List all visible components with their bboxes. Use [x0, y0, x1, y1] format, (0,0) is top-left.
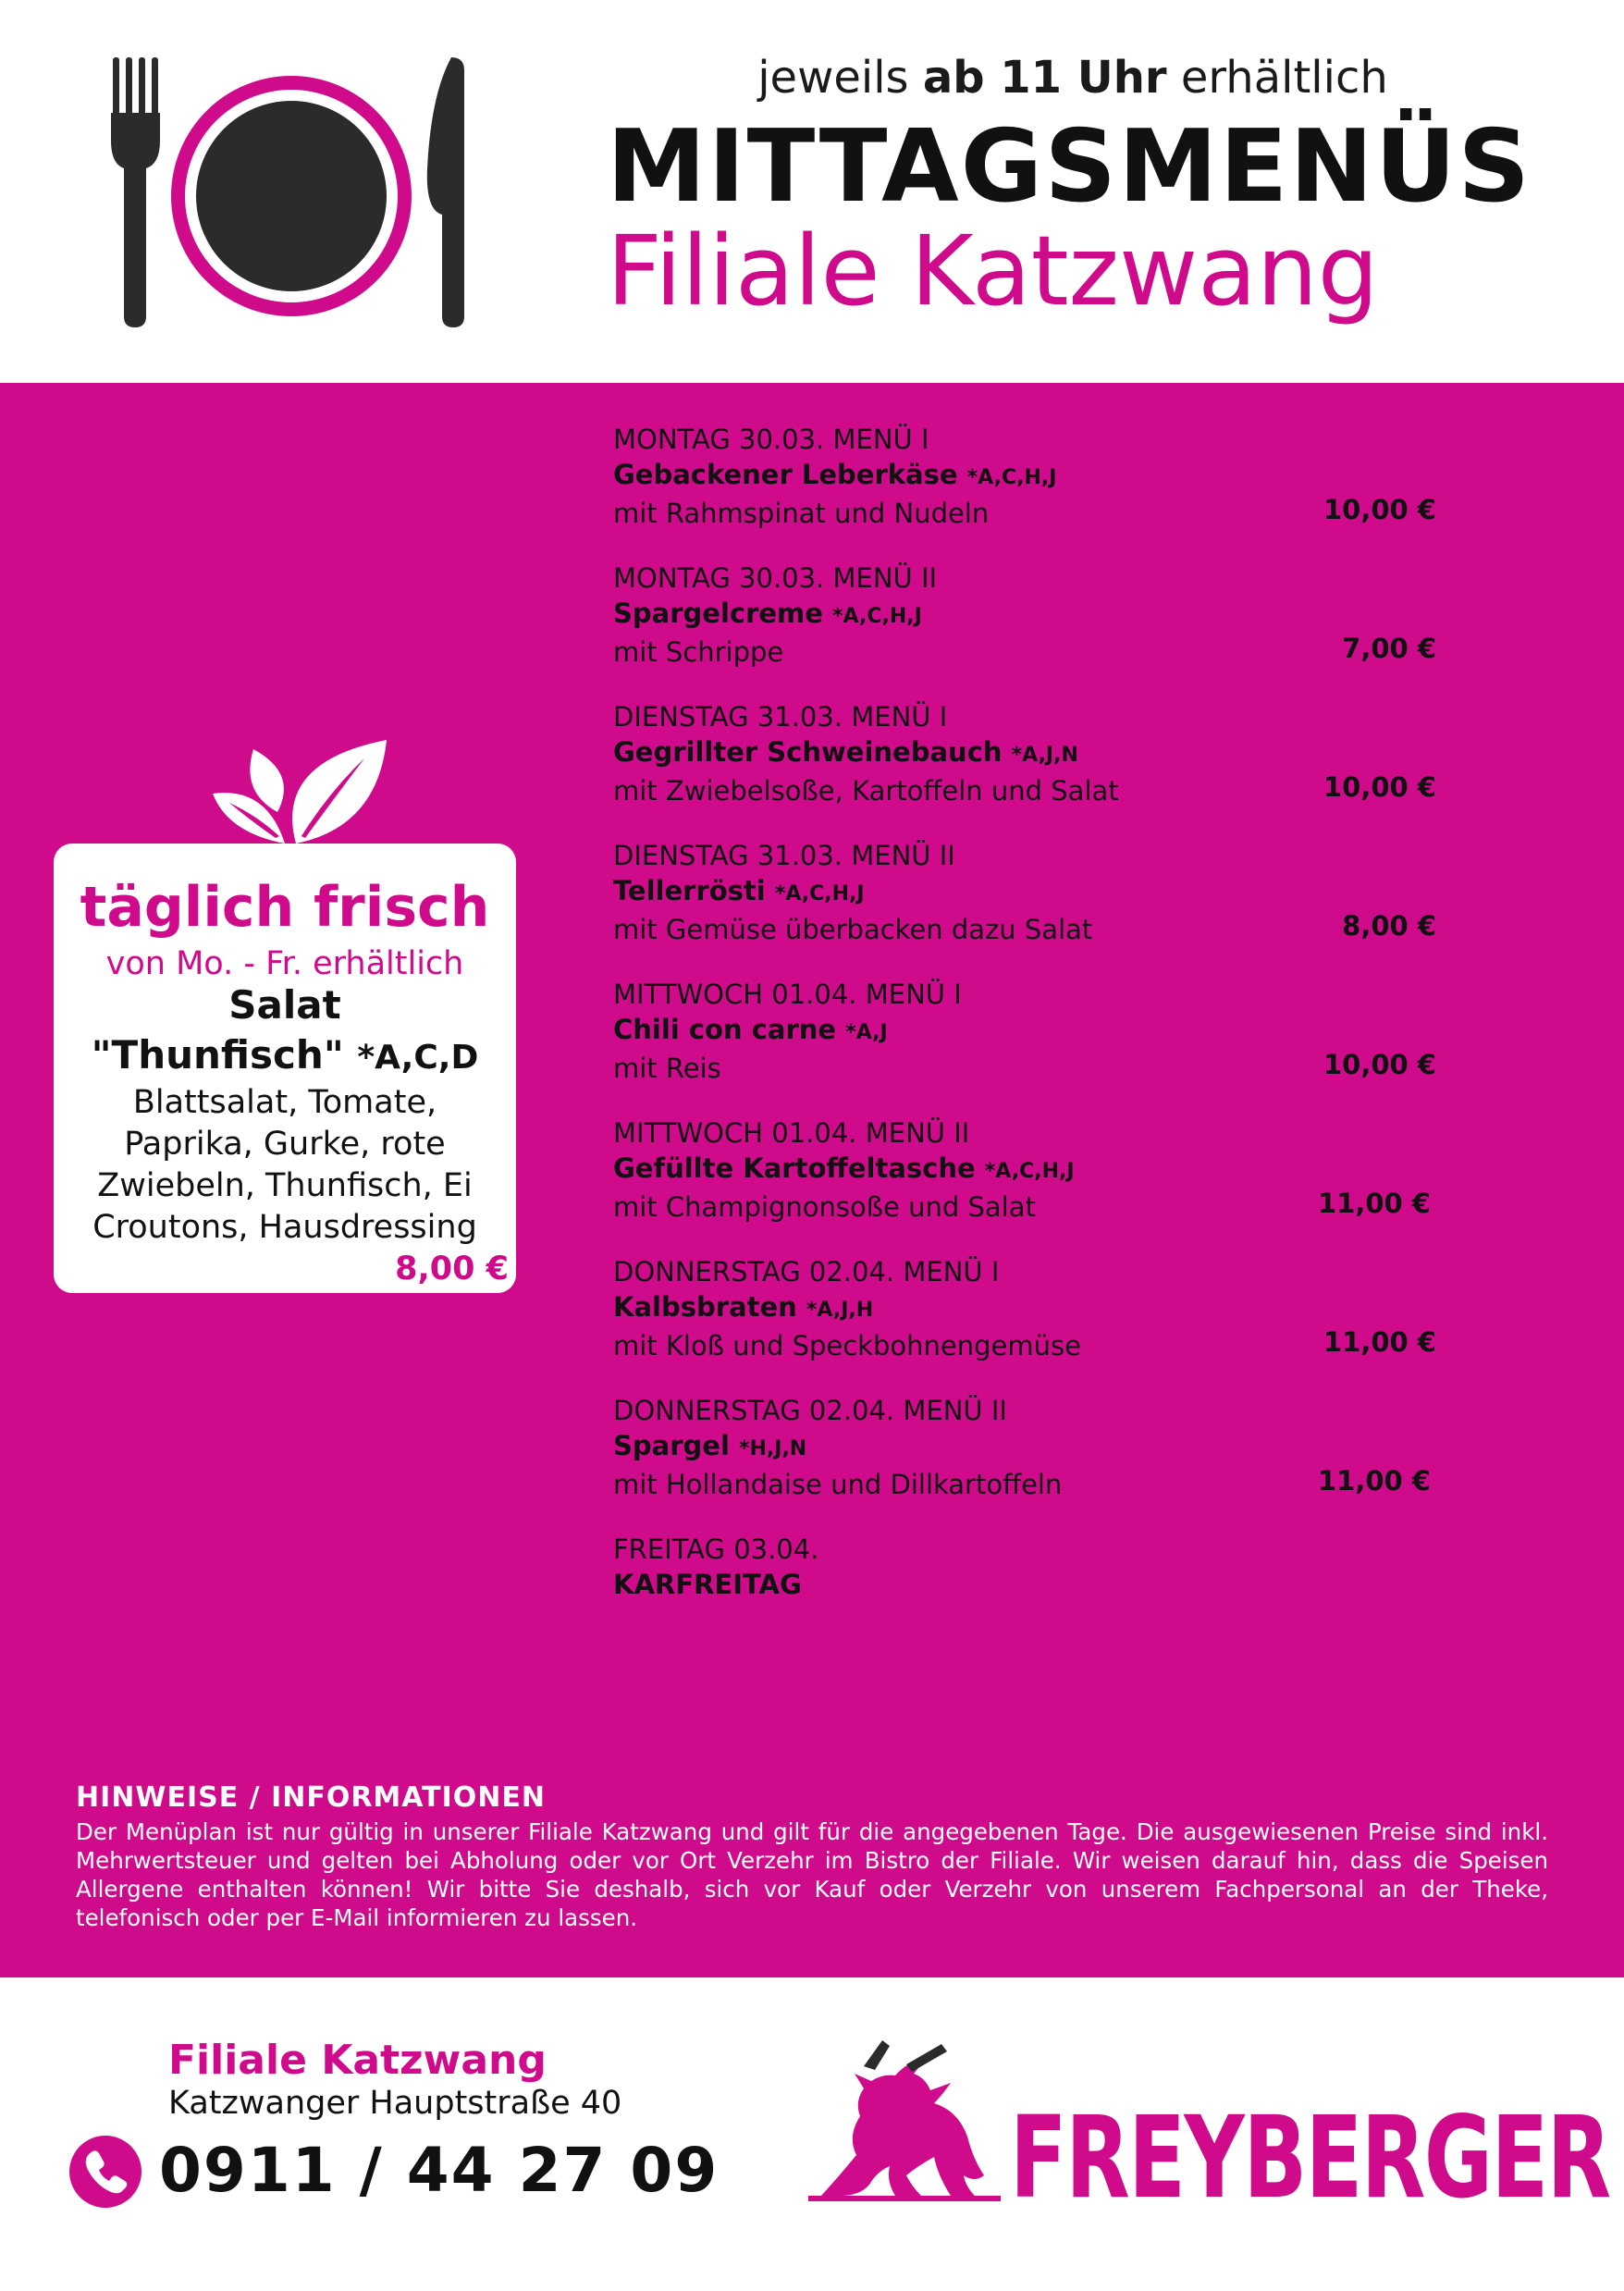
menu-day: DONNERSTAG 02.04. MENÜ I — [613, 1256, 1000, 1287]
menu-side: mit Hollandaise und Dillkartoffeln — [613, 1469, 1063, 1500]
menu-price: 10,00 € — [1323, 771, 1436, 803]
menu-day: DIENSTAG 31.03. MENÜ II — [613, 840, 955, 871]
menu-dish — [613, 1428, 1431, 1467]
availability-line — [610, 52, 1535, 104]
menu-side: mit Champignonsoße und Salat — [613, 1191, 1036, 1223]
menu-dish — [613, 1012, 1436, 1051]
menu-price: 10,00 € — [1323, 494, 1436, 525]
menu-side: mit Schrippe — [613, 636, 784, 668]
menu-side: mit Rahmspinat und Nudeln — [613, 498, 990, 529]
phone-icon — [68, 2135, 142, 2209]
dish-allergens: *A,J — [845, 1021, 888, 1044]
menu-dish — [613, 873, 1436, 912]
dish-name: Gebackener Leberkäse — [613, 459, 967, 490]
menu-item — [613, 838, 1436, 943]
menu-side: mit Zwiebelsoße, Kartoffeln und Salat — [613, 775, 1119, 807]
notes-title: HINWEISE / INFORMATIONEN — [76, 1781, 547, 1814]
dish-name: Chili con carne — [613, 1014, 846, 1045]
salad-description: Blattsalat, Tomate, Paprika, Gurke, rote Zwiebeln, Thunfisch, Ei Croutons, Hausdressing — [92, 1084, 477, 1246]
menu-item — [613, 1254, 1436, 1360]
salad-name: "Thunfisch" — [91, 1032, 358, 1078]
menu-item — [613, 1115, 1431, 1221]
menu-item — [613, 1532, 1436, 1602]
menu-price: 11,00 € — [1323, 1326, 1436, 1358]
branch-title: Filiale Katzwang — [607, 215, 1379, 327]
menu-side: mit Reis — [613, 1053, 721, 1084]
menu-item — [613, 422, 1436, 527]
notes-body: Der Menüplan ist nur gültig in unserer Filiale Katzwang und gilt für die angegebenen Tage. Die ausgewiesenen Preise sind inkl. Mehrwertsteuer und gelten bei Abholung oder vor Ort Verzehr im Bistro der Filiale. Wir weisen darauf hin, dass die Speisen Allergene enthalten können! Wir bitte Sie deshalb, sich vor Kauf oder Verzehr von unserem Fachpersonal an der Theke, telefonisch oder per E-Mail informieren zu lassen. — [76, 1818, 1548, 1931]
dish-allergens: *A,J,N — [1011, 744, 1078, 767]
menu-day: FREITAG 03.04. — [613, 1533, 819, 1565]
menu-day: MONTAG 30.03. MENÜ II — [613, 562, 938, 594]
phone-number[interactable]: 0911 / 44 27 09 — [159, 2135, 720, 2206]
menu-day: DIENSTAG 31.03. MENÜ I — [613, 701, 948, 733]
dish-name: Gegrillter Schweinebauch — [613, 736, 1012, 768]
menu-day: MITTWOCH 01.04. MENÜ I — [613, 979, 962, 1010]
menu-price: 7,00 € — [1342, 633, 1436, 664]
dish-allergens: *A,C,H,J — [832, 605, 922, 628]
brand-wordmark: FREYBERGER — [1010, 2092, 1610, 2223]
menu-item — [613, 699, 1436, 805]
menu-price: 10,00 € — [1323, 1049, 1436, 1080]
menu-dish — [613, 596, 1436, 634]
dish-name: Gefüllte Kartoffeltasche — [613, 1152, 985, 1184]
menu-item — [613, 1393, 1431, 1498]
menu-price: 8,00 € — [1342, 910, 1436, 942]
footer-address: Katzwanger Hauptstraße 40 — [168, 2085, 622, 2122]
menu-price: 11,00 € — [1317, 1465, 1431, 1497]
bull-logo-icon — [803, 2037, 1006, 2203]
menu-dish: KARFREITAG — [613, 1569, 802, 1600]
menu-day: MITTWOCH 01.04. MENÜ II — [613, 1117, 970, 1149]
dish-name: Spargel — [613, 1430, 739, 1461]
menu-item — [613, 977, 1436, 1082]
menu-dish — [613, 1289, 1436, 1328]
dish-name: Spargelcreme — [613, 597, 833, 629]
dish-name: Tellerrösti — [613, 875, 775, 906]
dish-allergens: *A,J,H — [806, 1299, 874, 1322]
menu-dish — [613, 457, 1436, 496]
dish-allergens: *H,J,N — [738, 1437, 807, 1460]
salad-name-line2 — [54, 1032, 516, 1078]
menu-item — [613, 560, 1436, 666]
salad-box — [54, 844, 516, 1293]
availability-pre: jeweils — [757, 52, 923, 104]
salad-name-line1: Salat — [228, 982, 341, 1028]
salad-allergens: *A,C,D — [357, 1039, 479, 1077]
menu-dish — [613, 1151, 1431, 1189]
menu-price: 11,00 € — [1317, 1188, 1431, 1219]
footer-branch: Filiale Katzwang — [168, 2037, 547, 2084]
menu-side: mit Gemüse überbacken dazu Salat — [613, 914, 1093, 945]
salad-price: 8,00 € — [395, 1250, 509, 1287]
dish-allergens: *A,C,H,J — [966, 466, 1057, 489]
menu-day: DONNERSTAG 02.04. MENÜ II — [613, 1395, 1007, 1426]
availability-time: ab 11 Uhr — [922, 52, 1167, 104]
salad-subline: von Mo. - Fr. erhältlich — [105, 945, 464, 982]
salad-headline: täglich frisch — [80, 875, 490, 940]
leaf-icon — [209, 736, 394, 847]
availability-post: erhältlich — [1166, 52, 1388, 104]
cutlery-plate-icon — [102, 57, 472, 335]
dish-allergens: *A,C,H,J — [774, 882, 865, 905]
menu-day: MONTAG 30.03. MENÜ I — [613, 424, 929, 455]
page-title: MITTAGSMENÜS — [607, 109, 1532, 225]
menu-dish — [613, 734, 1436, 773]
dish-allergens: *A,C,H,J — [984, 1160, 1075, 1183]
dish-name: Kalbsbraten — [613, 1291, 806, 1323]
menu-side: mit Kloß und Speckbohnengemüse — [613, 1330, 1081, 1361]
